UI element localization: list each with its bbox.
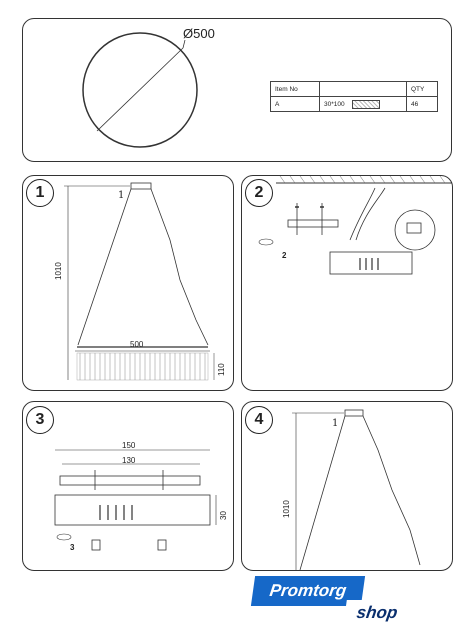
step-1-crystal-height: 110	[217, 363, 226, 376]
shop-logo: shop	[343, 600, 411, 626]
step-3-number: 3	[26, 406, 54, 434]
cable-right	[363, 416, 420, 565]
step-2-number: 2	[245, 179, 273, 207]
step-1-number: 1	[26, 179, 54, 207]
step-2-rotate-label: 2	[282, 251, 287, 260]
step-3-rotate-label: 3	[70, 543, 75, 552]
step-4-number: 4	[245, 406, 273, 434]
step-3-height: 30	[219, 511, 228, 520]
step-3-width-inner: 130	[122, 456, 136, 465]
step-1-width: 500	[130, 340, 144, 349]
step-3-width-outer: 150	[122, 441, 136, 450]
cell-item-a: A	[271, 97, 320, 112]
cell-qty: 46	[407, 97, 438, 112]
diameter-label: Ø500	[183, 26, 215, 41]
step-4-height: 1010	[282, 500, 291, 518]
cable-left	[300, 416, 345, 570]
promtorg-logo: Promtorg	[251, 576, 365, 606]
col-qty: QTY	[407, 82, 438, 97]
step-1-height: 1010	[54, 262, 63, 280]
col-item-no: Item No	[271, 82, 320, 97]
step-4-marker: 1	[332, 418, 339, 429]
ceiling-canopy	[345, 410, 363, 416]
cell-size: 30*100	[324, 100, 345, 108]
step-1-marker: 1	[118, 190, 125, 201]
